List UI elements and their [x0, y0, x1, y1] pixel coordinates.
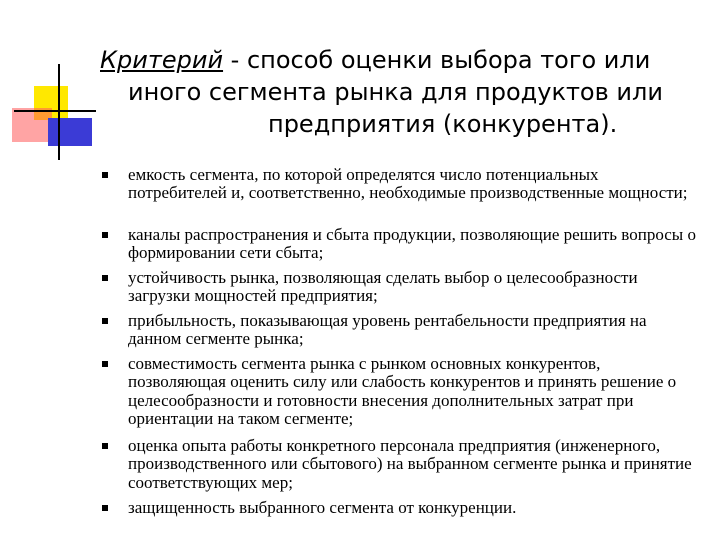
list-item	[128, 226, 698, 263]
bullet-marker	[102, 443, 108, 449]
list-item	[128, 269, 698, 306]
title-line-1-rest: - способ оценки выбора того или	[223, 46, 651, 74]
list-item	[128, 437, 698, 492]
bullet-marker	[102, 172, 108, 178]
title-term: Критерий	[100, 46, 224, 74]
bullet-marker	[102, 232, 108, 238]
list-item-text: защищенность выбранного сегмента от конкуренции.	[128, 498, 517, 517]
list-item	[128, 166, 698, 203]
horizontal-line	[14, 110, 96, 112]
title-line-1	[100, 44, 700, 76]
list-item-text: оценка опыта работы конкретного персонала предприятия (инженерного, производственного или сбытового) на выбранном сегменте рынка и принятие соответствующих мер;	[128, 436, 692, 492]
title-line-2: иного сегмента рынка для продуктов или	[128, 78, 663, 106]
list-item-text: каналы распространения и сбыта продукции, позволяющие решить вопросы о формировании сети сбыта;	[128, 225, 696, 263]
list-item-text: прибыльность, показывающая уровень рентабельности предприятия на данном сегменте рынка;	[128, 311, 647, 349]
list-item-text: устойчивость рынка, позволяющая сделать выбор о целесообразности загрузки мощностей предприятия;	[128, 268, 638, 306]
red-square	[12, 108, 52, 142]
title-line-3: предприятия (конкурента).	[268, 110, 618, 138]
list-item	[128, 499, 698, 517]
blue-square	[48, 118, 92, 146]
bullet-marker	[102, 275, 108, 281]
bullet-marker	[102, 505, 108, 511]
slide-title	[100, 44, 700, 140]
bullet-marker	[102, 318, 108, 324]
decorative-logo	[0, 0, 100, 160]
list-item-text: совместимость сегмента рынка с рынком основных конкурентов, позволяющая оценить силу или слабость конкурентов и принять решение о целесообразности и готовности внесения дополнительных затрат при ориентации на таком сегменте;	[128, 354, 677, 429]
bullet-marker	[102, 361, 108, 367]
list-item-text: емкость сегмента, по которой определятся число потенциальных потребителей и, соответственно, необходимые производственные мощности;	[128, 165, 688, 203]
list-item	[128, 312, 698, 349]
vertical-line	[58, 64, 60, 160]
list-item	[128, 355, 698, 429]
